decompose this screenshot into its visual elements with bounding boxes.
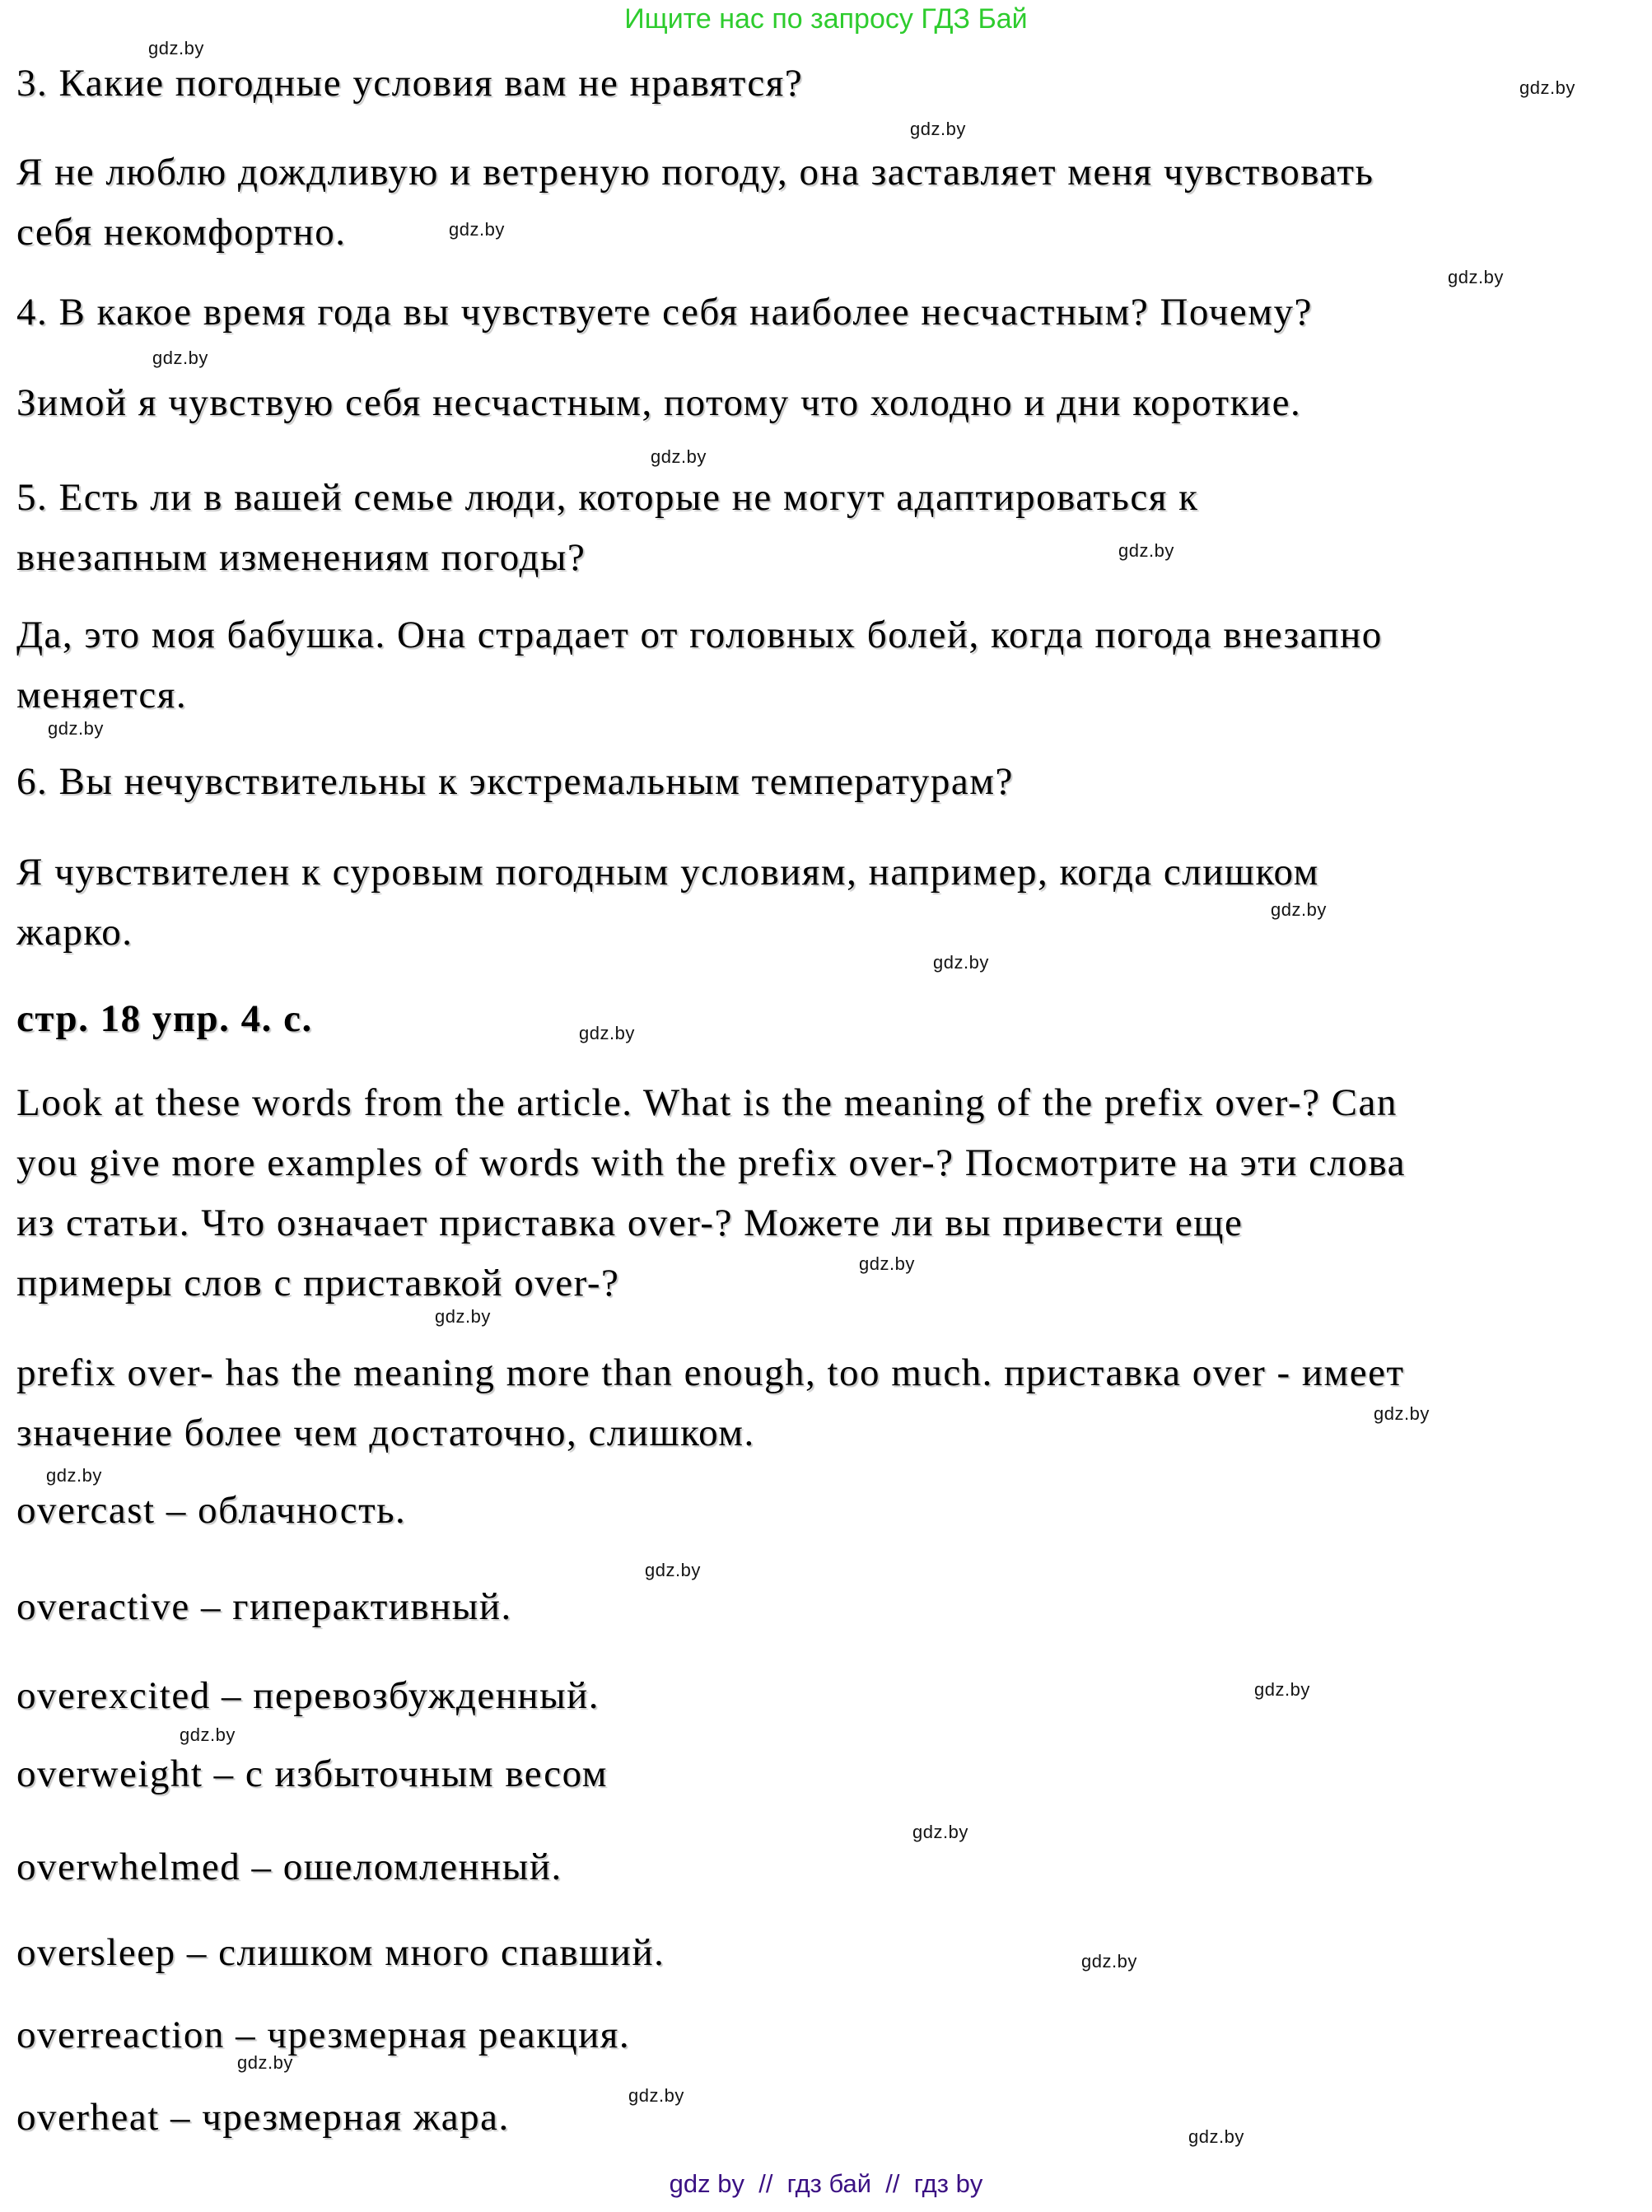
watermark: gdz.by bbox=[1188, 2126, 1244, 2147]
footer-watermark: gdz by // гдз бай // гдз by bbox=[669, 2169, 983, 2198]
entry-block bbox=[16, 1923, 665, 1983]
text-line: oversleep – слишком много спавший. bbox=[16, 1931, 665, 1974]
question-block bbox=[16, 468, 1198, 588]
text-line: внезапным изменениям погоды? bbox=[16, 536, 586, 579]
watermark: gdz.by bbox=[628, 2085, 684, 2106]
watermark: gdz.by bbox=[48, 718, 104, 739]
answer-block bbox=[16, 373, 1301, 433]
text-line: overheat – чрезмерная жара. bbox=[16, 2096, 510, 2139]
watermark: gdz.by bbox=[1118, 540, 1174, 561]
watermark: gdz.by bbox=[859, 1253, 915, 1274]
text-line: Я чувствителен к суровым погодным условиям, например, когда слишком bbox=[16, 851, 1319, 894]
answer-block bbox=[16, 605, 1383, 726]
watermark: gdz.by bbox=[910, 119, 966, 139]
text-line: Look at these words from the article. What is the meaning of the prefix over-? Can bbox=[16, 1081, 1398, 1124]
question-block bbox=[16, 282, 1313, 343]
watermark: gdz.by bbox=[1254, 1679, 1310, 1700]
text-line: overreaction – чрезмерная реакция. bbox=[16, 2014, 631, 2056]
watermark: gdz.by bbox=[237, 2052, 293, 2073]
watermark: gdz.by bbox=[1081, 1951, 1137, 1972]
answer-block bbox=[16, 842, 1319, 963]
entry-block bbox=[16, 2005, 630, 2065]
text-line: prefix over- has the meaning more than enough, too much. приставка over - имеет bbox=[16, 1351, 1405, 1394]
answer-block bbox=[16, 142, 1374, 263]
watermark: gdz.by bbox=[579, 1023, 635, 1043]
text-line: overcast – облачность. bbox=[16, 1489, 407, 1532]
watermark: gdz.by bbox=[651, 446, 707, 467]
paragraph-block bbox=[16, 1073, 1406, 1314]
watermark: gdz.by bbox=[645, 1560, 701, 1580]
watermark: gdz.by bbox=[152, 348, 208, 368]
watermark: gdz.by bbox=[1271, 899, 1327, 920]
text-line: Да, это моя бабушка. Она страдает от головных болей, когда погода внезапно bbox=[16, 614, 1383, 656]
text-line: себя некомфортно. bbox=[16, 211, 347, 254]
heading-block bbox=[16, 989, 313, 1049]
watermark: gdz.by bbox=[1448, 267, 1504, 287]
text-line: 4. В какое время года вы чувствуете себя наиболее несчастным? Почему? bbox=[16, 291, 1313, 334]
text-line: примеры слов с приставкой over-? bbox=[16, 1262, 620, 1304]
question-block bbox=[16, 752, 1014, 812]
text-line: 3. Какие погодные условия вам не нравятся? bbox=[16, 62, 804, 105]
text-line: overweight – с избыточным весом bbox=[16, 1752, 608, 1795]
watermark: gdz.by bbox=[1519, 77, 1575, 98]
text-line: overactive – гиперактивный. bbox=[16, 1585, 512, 1628]
text-line: Зимой я чувствую себя несчастным, потому что холодно и дни короткие. bbox=[16, 381, 1302, 424]
watermark: gdz.by bbox=[912, 1822, 968, 1842]
text-line: 6. Вы нечувствительны к экстремальным температурам? bbox=[16, 760, 1014, 803]
watermark: gdz.by bbox=[933, 952, 989, 973]
watermark: gdz.by bbox=[435, 1306, 491, 1327]
paragraph-block bbox=[16, 1343, 1405, 1463]
text-line: значение более чем достаточно, слишком. bbox=[16, 1412, 755, 1454]
entry-block bbox=[16, 1666, 600, 1726]
watermark: gdz.by bbox=[46, 1465, 102, 1486]
promo-header: Ищите нас по запросу ГДЗ Бай bbox=[624, 3, 1028, 35]
entry-block bbox=[16, 1837, 562, 1897]
entry-block bbox=[16, 1577, 512, 1637]
watermark: gdz.by bbox=[1374, 1403, 1430, 1424]
watermark: gdz.by bbox=[449, 219, 505, 240]
watermark: gdz.by bbox=[180, 1724, 236, 1745]
text-line: you give more examples of words with the prefix over-? Посмотрите на эти слова bbox=[16, 1141, 1406, 1184]
entry-block bbox=[16, 1744, 608, 1804]
entry-block bbox=[16, 1481, 406, 1541]
text-line: стр. 18 упр. 4. с. bbox=[16, 997, 313, 1040]
text-line: overwhelmed – ошеломленный. bbox=[16, 1846, 562, 1888]
text-line: меняется. bbox=[16, 674, 188, 716]
text-line: Я не люблю дождливую и ветреную погоду, она заставляет меня чувствовать bbox=[16, 151, 1374, 194]
text-line: из статьи. Что означает приставка over-? Можете ли вы привести еще bbox=[16, 1202, 1244, 1244]
text-line: жарко. bbox=[16, 911, 133, 954]
entry-block bbox=[16, 2088, 510, 2148]
text-line: 5. Есть ли в вашей семье люди, которые не могут адаптироваться к bbox=[16, 476, 1199, 519]
question-block bbox=[16, 54, 803, 114]
text-line: overexcited – перевозбужденный. bbox=[16, 1674, 600, 1717]
watermark: gdz.by bbox=[148, 38, 204, 58]
